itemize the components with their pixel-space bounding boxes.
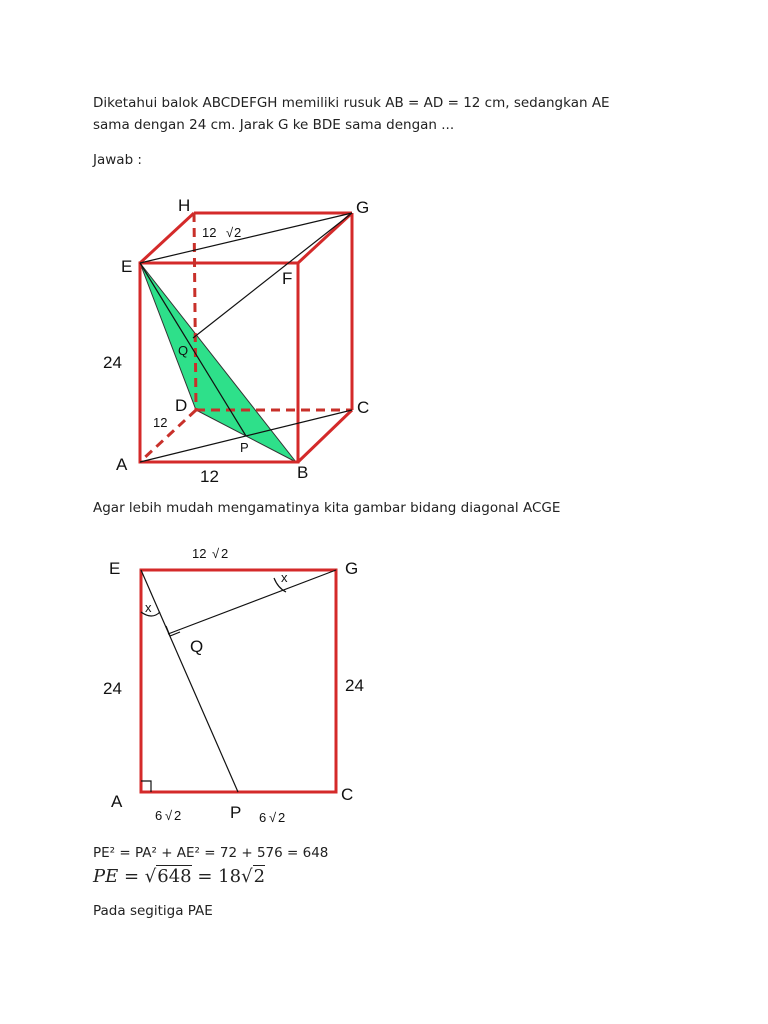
plane-bde bbox=[140, 263, 296, 462]
svg-text:G: G bbox=[356, 198, 370, 217]
svg-text:F: F bbox=[282, 269, 293, 288]
svg-text:2: 2 bbox=[234, 225, 242, 240]
answer-label: Jawab : bbox=[93, 152, 142, 168]
svg-text:Q: Q bbox=[178, 343, 189, 358]
svg-text:12: 12 bbox=[153, 415, 168, 430]
svg-text:G: G bbox=[345, 559, 359, 578]
problem-line-1: Diketahui balok ABCDEFGH memiliki rusuk AB = AD = 12 cm, sedangkan AE bbox=[93, 95, 610, 111]
svg-text:H: H bbox=[178, 196, 191, 215]
closing-text: Pada segitiga PAE bbox=[93, 903, 213, 919]
svg-text:24: 24 bbox=[345, 676, 364, 695]
svg-text:x: x bbox=[145, 600, 152, 615]
svg-text:B: B bbox=[297, 463, 309, 482]
svg-text:E: E bbox=[121, 257, 133, 276]
problem-line-2: sama dengan 24 cm. Jarak G ke BDE sama dengan ... bbox=[93, 117, 455, 133]
svg-text:√: √ bbox=[212, 546, 220, 561]
svg-text:24: 24 bbox=[103, 679, 122, 698]
svg-text:√: √ bbox=[269, 810, 277, 825]
svg-text:Q: Q bbox=[190, 637, 204, 656]
equation-pe: PE = √648 = 18√2 bbox=[93, 866, 266, 887]
equation-pythagoras: PE² = PA² + AE² = 72 + 576 = 648 bbox=[93, 845, 329, 861]
plane-acge-figure bbox=[103, 546, 364, 825]
svg-text:C: C bbox=[341, 785, 354, 804]
svg-text:A: A bbox=[111, 792, 123, 811]
cuboid-figure bbox=[103, 196, 369, 486]
svg-text:24: 24 bbox=[103, 353, 122, 372]
svg-text:E: E bbox=[109, 559, 121, 578]
explanation-text: Agar lebih mudah mengamatinya kita gambar bidang diagonal ACGE bbox=[93, 500, 561, 516]
svg-text:P: P bbox=[230, 803, 242, 822]
svg-text:12: 12 bbox=[202, 225, 217, 240]
svg-text:2: 2 bbox=[174, 808, 182, 823]
svg-text:√: √ bbox=[226, 225, 234, 240]
svg-text:6: 6 bbox=[155, 808, 163, 823]
svg-text:C: C bbox=[357, 398, 370, 417]
svg-text:x: x bbox=[281, 570, 288, 585]
svg-text:12: 12 bbox=[192, 546, 207, 561]
svg-text:2: 2 bbox=[278, 810, 286, 825]
svg-text:√: √ bbox=[165, 808, 173, 823]
svg-text:6: 6 bbox=[259, 810, 267, 825]
svg-text:A: A bbox=[116, 455, 128, 474]
svg-text:D: D bbox=[175, 396, 188, 415]
svg-text:12: 12 bbox=[200, 467, 219, 486]
svg-text:2: 2 bbox=[221, 546, 229, 561]
svg-text:P: P bbox=[240, 440, 249, 455]
